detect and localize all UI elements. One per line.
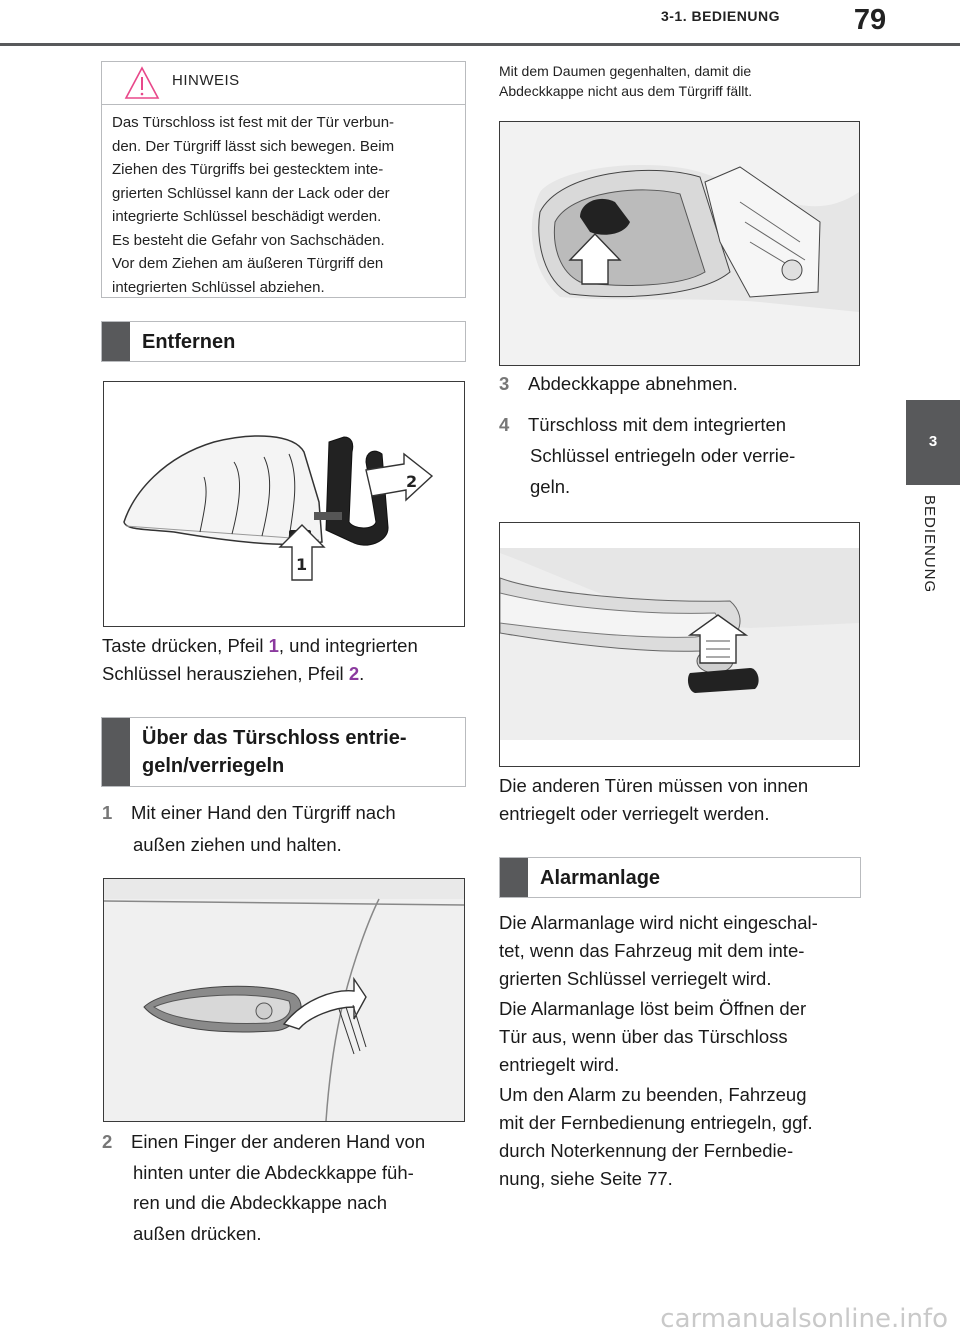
text-line: entriegelt oder verriegelt werden. (499, 803, 770, 824)
chapter-label-text: BEDIENUNG (921, 495, 938, 594)
step-text: Mit einer Hand den Türgriff nach (131, 802, 396, 823)
remove-line-1 (102, 632, 482, 660)
text-line: Um den Alarm zu beenden, Fahrzeug (499, 1084, 807, 1105)
figure-arrow-2-label: 2 (406, 472, 418, 491)
header-rule (0, 43, 960, 46)
remove-instructions (102, 632, 482, 688)
figure-key-removal (103, 381, 465, 627)
step-text: Schlüssel entriegeln oder verrie- (530, 445, 796, 466)
text-run: . (359, 663, 365, 684)
page-number: 79 (853, 4, 887, 36)
heading-text (142, 724, 407, 780)
thumb-note (499, 61, 869, 101)
other-doors-text (499, 772, 869, 828)
heading-bar (500, 858, 528, 897)
notice-line: grierten Schlüssel kann der Lack oder der (112, 184, 390, 202)
step-text: außen ziehen und halten. (133, 834, 342, 855)
step-text: ren und die Abdeckkappe nach (133, 1192, 388, 1213)
heading-line: geln/verriegeln (142, 755, 285, 777)
notice-line: integrierten Schlüssel abziehen. (112, 278, 325, 296)
arrow-ref-2: 2 (348, 663, 360, 684)
step-number: 3 (499, 373, 510, 394)
heading-line: Über das Türschloss entrie- (142, 727, 407, 749)
text-line: Die Alarmanlage wird nicht eingeschal- (499, 912, 818, 933)
notice-line: integrierte Schlüssel beschädigt werden. (112, 208, 382, 225)
notice-line: den. Der Türgriff lässt sich bewegen. Beim (112, 137, 395, 155)
notice-title: HINWEIS (172, 72, 240, 89)
chapter-tab (906, 400, 960, 485)
text-line: nung, siehe Seite 77. (499, 1168, 673, 1189)
text-line: Die Alarmanlage löst beim Öffnen der (499, 998, 807, 1019)
figure-lock-key (499, 522, 860, 767)
alarm-para-1 (499, 909, 879, 993)
notice-line: Es besteht die Gefahr von Sachschäden. (112, 231, 385, 249)
section-heading-lock (101, 717, 466, 787)
arrow-ref-1: 1 (268, 635, 279, 656)
step-number: 4 (499, 414, 510, 435)
note-line: Abdeckkappe nicht aus dem Türgriff fällt. (499, 83, 753, 99)
warning-icon (124, 66, 160, 100)
step-text: außen drücken. (133, 1222, 262, 1244)
remove-line-2 (102, 660, 482, 688)
text-line: Die anderen Türen müssen von innen (499, 775, 809, 796)
step-4 (499, 409, 869, 502)
step-text: Abdeckkappe abnehmen. (528, 373, 738, 394)
notice-line: Das Türschloss ist fest mit der Tür verbun- (112, 114, 395, 131)
text-run: Taste drücken, Pfeil (102, 635, 269, 656)
text-line: grierten Schlüssel verriegelt wird. (499, 968, 772, 989)
section-heading-remove (101, 321, 466, 362)
step-number: 1 (102, 802, 113, 823)
text-line: entriegelt wird. (499, 1054, 620, 1075)
heading-text: Entfernen (142, 331, 236, 353)
step-text: Einen Finger der anderen Hand von (131, 1131, 426, 1152)
note-line: Mit dem Daumen gegenhalten, damit die (499, 63, 752, 79)
alarm-para-3 (499, 1081, 879, 1193)
alarm-para-2 (499, 995, 879, 1079)
heading-bar (102, 718, 130, 786)
notice-line: Vor dem Ziehen am äußeren Türgriff den (112, 255, 384, 272)
chapter-side-label (912, 495, 952, 635)
heading-text: Alarmanlage (540, 867, 661, 889)
text-line: mit der Fernbedienung entriegeln, ggf. (499, 1112, 813, 1133)
step-text: geln. (530, 476, 571, 497)
section-title: 3-1. BEDIENUNG (660, 8, 780, 24)
step-3 (499, 370, 869, 398)
figure-arrow-1-label: 1 (296, 555, 308, 574)
watermark: carmanualsonline.info (660, 1304, 948, 1334)
text-line: tet, wenn das Fahrzeug mit dem inte- (499, 940, 805, 961)
text-line: durch Noterkennung der Fernbedie- (499, 1140, 794, 1161)
text-run: , und integrierten (278, 635, 418, 656)
step-number: 2 (102, 1131, 113, 1152)
notice-box (101, 61, 466, 298)
step-text: Türschloss mit dem integrierten (528, 414, 787, 435)
step-2 (102, 1127, 482, 1249)
notice-line: Ziehen des Türgriffs bei gestecktem inte- (112, 161, 384, 178)
section-heading-alarm (499, 857, 861, 898)
heading-bar (102, 322, 130, 361)
notice-text (102, 105, 465, 299)
text-run: Schlüssel herausziehen, Pfeil (102, 663, 349, 684)
step-1 (102, 797, 472, 861)
notice-header (102, 62, 465, 105)
step-text: hinten unter die Abdeckkappe füh- (133, 1161, 414, 1183)
figure-cap-removal (499, 121, 860, 366)
text-line: Tür aus, wenn über das Türschloss (499, 1026, 788, 1047)
chapter-number: 3 (928, 433, 938, 450)
figure-door-handle-pull (103, 878, 465, 1122)
